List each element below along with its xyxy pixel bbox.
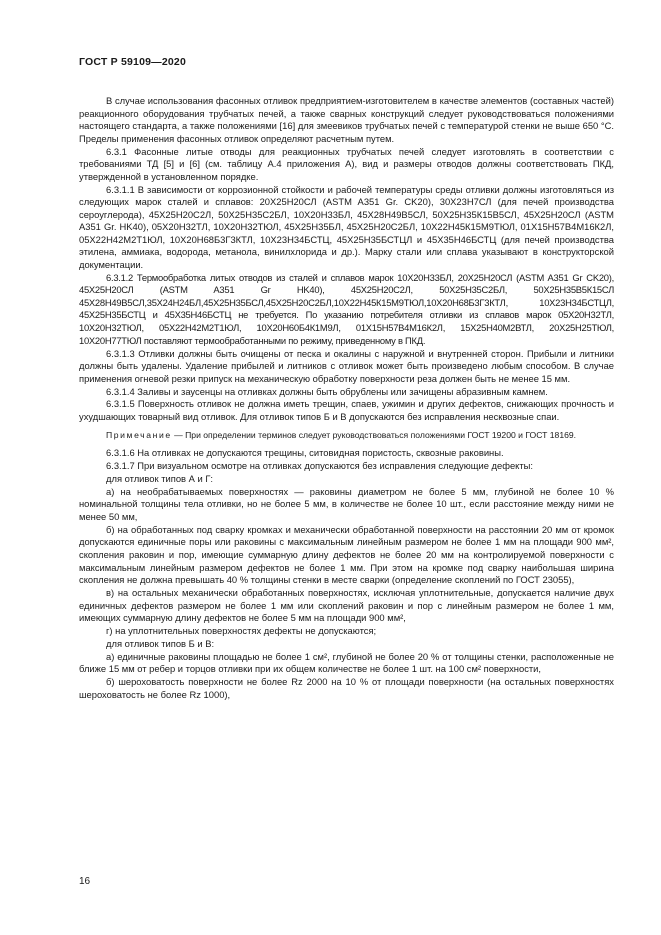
list-item-g: г) на уплотнительных поверхностях дефекты не допускаются;	[106, 625, 377, 637]
paragraph-6-3-1-7: 6.3.1.7 При визуальном осмотре на отливках допускаются без исправления следующие дефекты:	[106, 460, 534, 471]
paragraph-types-a-g: для отливок типов А и Г:	[106, 472, 214, 484]
paragraph-6-3-1-6: 6.3.1.6 На отливках не допускаются трещины, ситовидная пористость, сквозные раковины.	[106, 447, 504, 459]
note-label: Примечание	[106, 429, 172, 440]
paragraph-6-3-1: 6.3.1 Фасонные литые отводы для реакционных трубчатых печей следует изготовлять в соответствии с требованиями ТД [5] и [6] (см. таблицу А.4 приложения А), вид и размеры отводов должны соответствовать ПКД, утвержденной в установленном порядке.	[79, 145, 614, 182]
paragraph-types-b-v: для отливок типов Б и В:	[106, 638, 215, 649]
note-text: — При определении терминов следует руководствоваться положениями ГОСТ 19200 и ГОСТ 18169.	[171, 429, 577, 440]
paragraph-6-3-1-2: 6.3.1.2 Термообработка литых отводов из сталей и сплавов марок 10Х20Н33БЛ, 20Х25Н20СЛ (ASTM A351 Gr CK20), 45Х25Н20СЛ (ASTM A351 Gr HK40), 45Х25Н20С2Л, 50Х25Н35С2БЛ, 50Х25Н35В5К15СЛ 45Х28Н49В5СЛ,35Х24Н24БЛ,45Х25Н35БСЛ,45Х25Н20С2БЛ,10Х22Н45К15М9ТЮЛ,10Х20Н68Б3Г3КТЛ, 10Х23Н34БСТЦЛ, 45Х25Н35БСТЦ и 45Х35Н46БСТЦ не требуется. По указанию потребителя отливки из сплавов марок 05Х20Н32ТЛ, 10Х20Н32ТЮЛ, 05Х22Н42М2Т1ЮЛ, 10Х20Н60Б4К1М9Л, 01Х15Н57В4М16К2Л, 15Х25Н40М2ВТЛ, 20Х25Н25ТЮЛ, 10Х20Н77ТЮЛ поставляют термообработанными по режиму, приведенному в ПКД.	[79, 271, 614, 346]
paragraph-6-3-1-3: 6.3.1.3 Отливки должны быть очищены от песка и окалины с наружной и внутренней сторон. Прибыли и литники должны быть удалены. Удаление прибылей и литников с отливок может быть произведено любым способом. В случае применения огневой резки припуск на механическую обработку поверхности реза должен быть не менее 15 мм.	[79, 347, 614, 384]
paragraph-6-3-1-1: 6.3.1.1 В зависимости от коррозионной стойкости и рабочей температуры среды отливки должны изготовляться из следующих марок сталей и сплавов: 20Х25Н20СЛ (ASTM A351 Gr. CK20), 30Х23Н7СЛ (для печей производства сероуглерода), 45Х25Н20С2Л, 50Х25Н35С2БЛ, 10Х20Н33БЛ, 45Х28Н49В5СЛ, 50Х25Н35К15В5СЛ, 45Х25Н20СЛ (ASTM A351 Gr. HK40), 05Х20Н32ТЛ, 10Х20Н32ТЮЛ, 45Х25Н35БЛ, 45Х25Н20С2БЛ, 10Х22Н45К15М9ТЮЛ, 01Х15Н57В4М16К2Л, 05Х22Н42М2Т1ЮЛ, 10Х20Н68Б3Г3КТЛ, 10Х23Н34БСТЦ, 45Х25Н35БСТЦЛ и 45Х35Н46БСТЦ (для печей производства этилена, аммиака, водорода, метанола, винилхлорида и др.). Марку стали или сплава указывают в конструкторской документации.	[79, 183, 614, 270]
list-item-b: б) на обработанных под сварку кромках и механически обработанной поверхности на расстоянии 20 мм от кромок допускаются единичные поры или раковины с максимальным линейным размером не более 1 мм на площади 900 мм², скопления раковин и пор, имеющие суммарную длину дефектов не более 20 мм на контролируемой поверхности с максимальным линейным размером дефектов не более 1 мм. При этом на кромке под сварку наибольшая ширина скопления не должна превышать 40 % толщины стенки в месте сварки (определение скоплений по ГОСТ 23055),	[79, 523, 614, 586]
list-item-b-2: б) шероховатость поверхности не более Rz 2000 на 10 % от площади поверхности (на остальных поверхностях шероховатость не более Rz 1000),	[79, 676, 614, 700]
list-item-a: а) на необрабатываемых поверхностях — раковины диаметром не более 5 мм, глубиной не более 10 % номинальной толщины тела отливки, но не более 5 мм, в количестве не более 10 шт., если расстояние между ними не менее 50 мм,	[79, 485, 614, 522]
list-item-a-2: а) единичные раковины площадью не более 1 см², глубиной не более 20 % от толщины стенки, расположенные не ближе 15 мм от ребер и торцов отливки при их общем количестве не более 1 шт. на 100 см² поверхности,	[79, 650, 614, 675]
document-header: ГОСТ Р 59109—2020	[79, 56, 187, 68]
paragraph: В случае использования фасонных отливок предприятием-изготовителем в качестве элементов (составных частей) реакционного оборудования трубчатых печей, а также сварных конструкций следует руководствоваться положениями настоящего стандарта, а также положениями [16] для змеевиков трубчатых печей с температурой стенки не выше 650 °С. Пределы применения фасонных отливок определяют расчетным путем.	[79, 95, 614, 144]
note	[79, 430, 614, 442]
page-number: 16	[79, 876, 91, 887]
paragraph-6-3-1-5: 6.3.1.5 Поверхность отливок не должна иметь трещин, спаев, ужимин и других дефектов, снижающих прочность и ухудшающих товарный вид отливок. Для отливок типов Б и В допускаются без исправления несквозные спаи.	[79, 398, 614, 423]
list-item-v: в) на остальных механически обработанных поверхностях, исключая уплотнительные, допускается наличие двух единичных дефектов размером не более 1 мм или скоплений раковин и пор с линейным размером не более 1 мм, имеющих суммарную длину дефектов не более 5 мм на площади 900 мм²,	[79, 587, 614, 624]
paragraph-6-3-1-4: 6.3.1.4 Заливы и заусенцы на отливках должны быть обрублены или зачищены абразивным камнем.	[106, 385, 548, 397]
document-body	[79, 95, 614, 702]
